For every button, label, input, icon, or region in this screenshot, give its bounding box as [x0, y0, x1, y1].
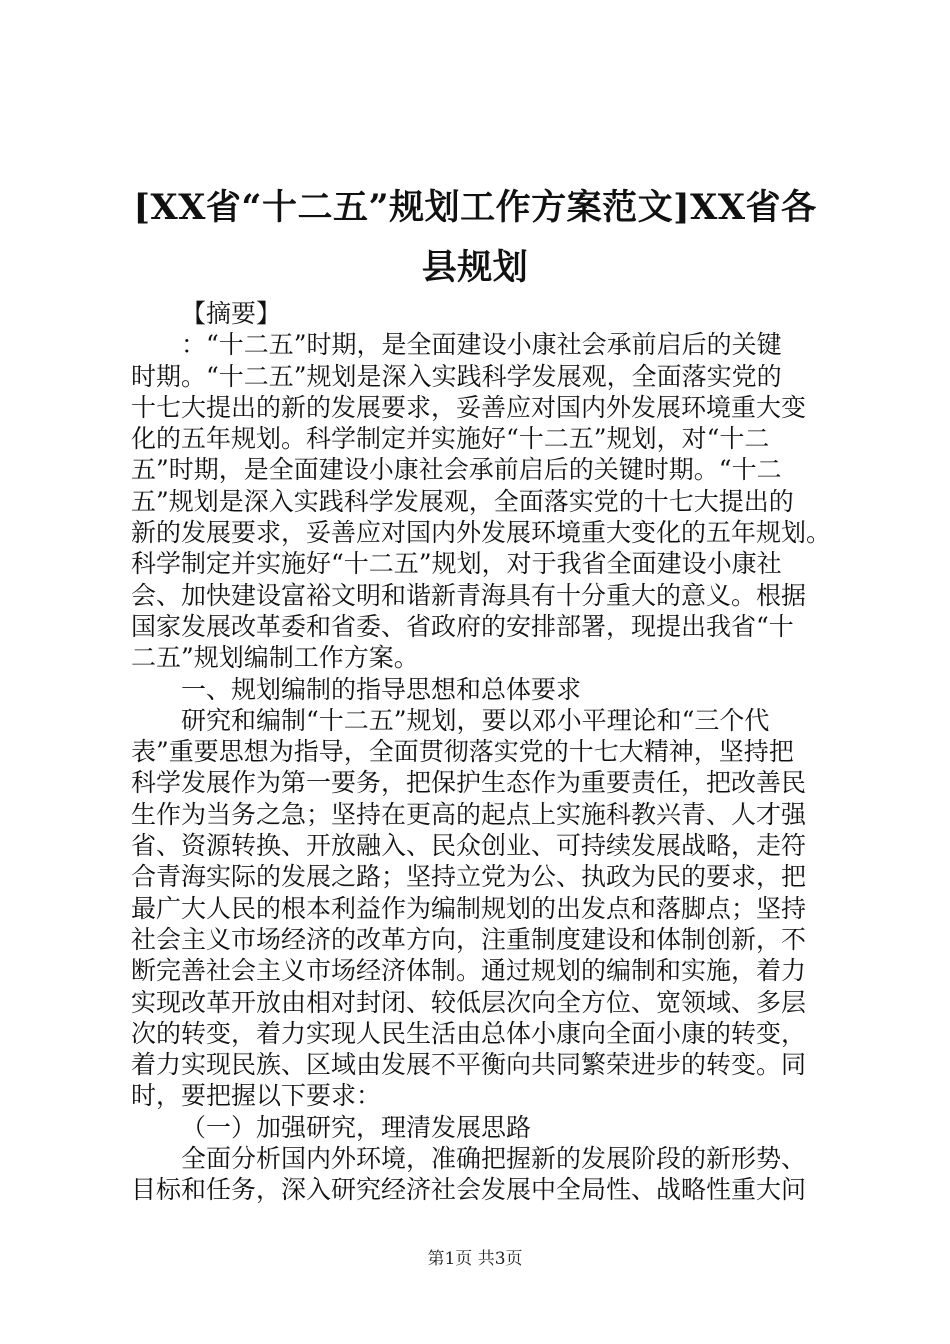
text-line: 表”重要思想为指导，全面贯彻落实党的十七大精神，坚持把	[131, 737, 794, 767]
text-line: 五”时期，是全面建设小康社会承前启后的关键时期。“十二	[131, 455, 782, 485]
text-line: 【摘要】	[181, 299, 282, 328]
text-line: 会、加快建设富裕文明和谐新青海具有十分重大的意义。根据	[131, 580, 807, 610]
text-line: 着力实现民族、区域由发展不平衡向共同繁荣进步的转变。同	[131, 1050, 807, 1080]
text-line: 十七大提出的新的发展要求，妥善应对国内外发展环境重大变	[131, 392, 807, 422]
document-body	[131, 298, 831, 1206]
text-line: 省、资源转换、开放融入、民众创业、可持续发展战略，走符	[131, 831, 807, 861]
text-line: 合青海实际的发展之路；坚持立党为公、执政为民的要求，把	[131, 862, 807, 892]
text-line: 一、规划编制的指导思想和总体要求	[181, 674, 582, 704]
text-line: 国家发展改革委和省委、省政府的安排部署，现提出我省“十	[131, 611, 794, 641]
text-line: 实现改革开放由相对封闭、较低层次向全方位、宽领域、多层	[131, 987, 807, 1017]
text-line: 时期。“十二五”规划是深入实践科学发展观，全面落实党的	[131, 361, 782, 391]
text-line: （一）加强研究，理清发展思路	[181, 1112, 532, 1142]
text-line: 最广大人民的根本利益作为编制规划的出发点和落脚点；坚持	[131, 893, 807, 923]
text-line: 新的发展要求，妥善应对国内外发展环境重大变化的五年规划。	[131, 518, 832, 548]
text-line: 化的五年规划。科学制定并实施好“十二五”规划，对“十二	[131, 424, 770, 454]
document-title	[100, 178, 850, 298]
text-line: 生作为当务之急；坚持在更高的起点上实施科教兴青、人才强	[131, 799, 807, 829]
text-line: 社会主义市场经济的改革方向，注重制度建设和体制创新，不	[131, 924, 807, 954]
title-line-1: [XX省“十二五”规划工作方案范文]XX省各	[133, 187, 817, 228]
title-line-2: 县规划	[421, 247, 529, 288]
text-line: 二五”规划编制工作方案。	[131, 643, 419, 673]
text-line: 次的转变，着力实现人民生活由总体小康向全面小康的转变，	[131, 1018, 807, 1048]
text-line: ：“十二五”时期，是全面建设小康社会承前启后的关键	[181, 330, 782, 360]
text-line: 科学制定并实施好“十二五”规划，对于我省全面建设小康社	[131, 549, 782, 579]
text-line: 研究和编制“十二五”规划，要以邓小平理论和“三个代	[181, 705, 770, 735]
text-line: 目标和任务，深入研究经济社会发展中全局性、战略性重大问	[131, 1175, 807, 1205]
text-line: 全面分析国内外环境，准确把握新的发展阶段的新形势、	[181, 1144, 807, 1174]
text-line: 五”规划是深入实践科学发展观，全面落实党的十七大提出的	[131, 486, 794, 516]
text-line: 科学发展作为第一要务，把保护生态作为重要责任，把改善民	[131, 768, 807, 798]
text-line: 断完善社会主义市场经济体制。通过规划的编制和实施，着力	[131, 956, 807, 986]
text-line: 时，要把握以下要求：	[131, 1081, 382, 1111]
page-number-footer: 第1页 共3页	[427, 1249, 523, 1269]
